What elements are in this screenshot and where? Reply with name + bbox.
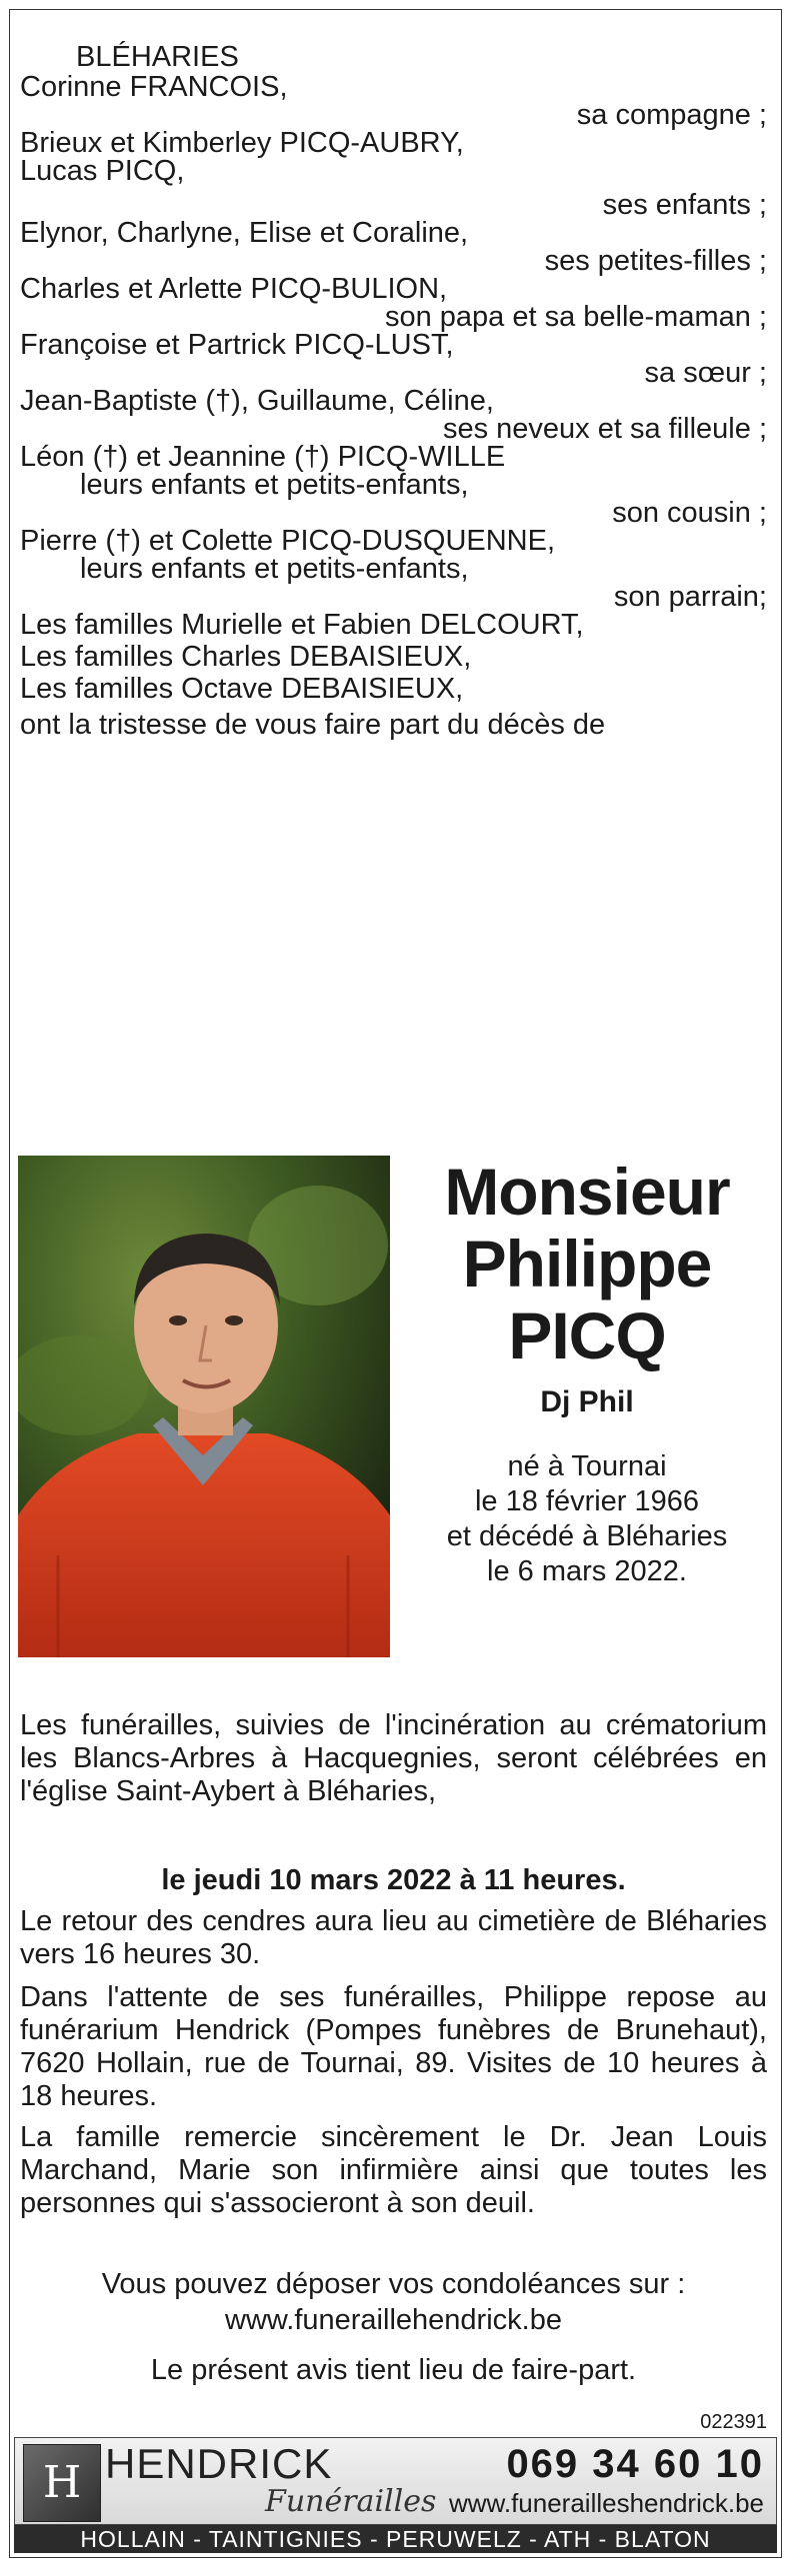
obituary-notice	[9, 9, 782, 2558]
village-header: BLÉHARIES	[76, 41, 239, 73]
notice-line: Le présent avis tient lieu de faire-part.	[150, 2354, 637, 2386]
relation-line: ses enfants ;	[602, 189, 767, 221]
condolences-website[interactable]: www.funeraillehendrick.be	[225, 2304, 562, 2336]
brand-name: HENDRICK	[105, 2440, 333, 2487]
relation-line: ses neveux et sa filleule ;	[442, 413, 767, 445]
deceased-first-name: Philippe	[462, 1227, 712, 1300]
family-line: Lucas PICQ,	[20, 155, 185, 187]
phone-number[interactable]: 069 34 60 10	[506, 2442, 764, 2486]
family-line: leurs enfants et petits-enfants,	[80, 469, 469, 501]
deceased-title: Monsieur	[444, 1155, 730, 1229]
family-line: Les familles Murielle et Fabien DELCOURT,	[20, 609, 584, 641]
deceased-last-name: PICQ	[508, 1298, 666, 1372]
towns-strip: HOLLAIN - TAINTIGNIES - PERUWELZ - ATH - BLATON	[14, 2525, 777, 2553]
relation-line: ses petites-filles ;	[544, 245, 767, 277]
footer-website[interactable]: www.funerailleshendrick.be	[448, 2488, 764, 2518]
family-line: Brieux et Kimberley PICQ-AUBRY,	[20, 127, 464, 159]
family-line: Les familles Charles DEBAISIEUX,	[20, 641, 472, 673]
funeral-datetime: le jeudi 10 mars 2022 à 11 heures.	[161, 1864, 626, 1896]
family-line: Corinne FRANCOIS,	[20, 71, 288, 103]
family-line: Les familles Octave DEBAISIEUX,	[20, 673, 464, 705]
thanks-paragraph: La famille remercie sincèrement le Dr. Jean Louis Marchand, Marie son infirmière ainsi que toutes les personnes qui s'associeront à son deuil.	[20, 2121, 767, 2219]
family-line: Pierre (†) et Colette PICQ-DUSQUENNE,	[20, 525, 556, 557]
death-date: le 6 mars 2022.	[487, 1555, 687, 1587]
birth-date: le 18 février 1966	[474, 1485, 700, 1517]
relation-line: son papa et sa belle-maman ;	[384, 301, 767, 333]
relation-line: son parrain;	[613, 581, 767, 613]
funeral-paragraph: Les funérailles, suivies de l'incinération au crématorium les Blancs-Arbres à Hacquegnies, seront célébrées en l'église Saint-Aybert à Bléharies,	[20, 1709, 767, 1807]
portrait-illustration	[18, 1156, 390, 1657]
deceased-nickname: Dj Phil	[540, 1385, 634, 1418]
family-line: Françoise et Partrick PICQ-LUST,	[20, 329, 454, 361]
birth-place: né à Tournai	[507, 1450, 667, 1482]
hendrick-logo-icon: H	[23, 2444, 101, 2522]
relation-line: sa sœur ;	[644, 357, 767, 389]
footer-banner	[14, 2437, 777, 2525]
family-line: Jean-Baptiste (†), Guillaume, Céline,	[20, 385, 494, 417]
family-line: Charles et Arlette PICQ-BULION,	[20, 273, 448, 305]
deceased-block	[402, 1156, 772, 1589]
portrait-photo	[18, 1156, 390, 1657]
family-line: Elynor, Charlyne, Elise et Coraline,	[20, 217, 469, 249]
visitation-paragraph: Dans l'attente de ses funérailles, Philippe repose au funérarium Hendrick (Pompes funèbres de Brunehaut), 7620 Hollain, rue de Tournai, 89. Visites de 10 heures à 18 heures.	[20, 1981, 767, 2112]
death-place: et décédé à Bléharies	[446, 1520, 728, 1552]
relation-line: son cousin ;	[612, 497, 767, 529]
condolences-line: Vous pouvez déposer vos condoléances sur :	[101, 2268, 686, 2300]
funeral-home-footer	[14, 2437, 777, 2553]
reference-number: 022391	[700, 2411, 767, 2433]
announcement-line: ont la tristesse de vous faire part du décès de	[20, 709, 606, 741]
family-line: leurs enfants et petits-enfants,	[80, 553, 469, 585]
brand-subtitle: Funérailles	[265, 2484, 437, 2519]
family-line: Léon (†) et Jeannine (†) PICQ-WILLE	[20, 441, 506, 473]
relation-line: sa compagne ;	[576, 99, 767, 131]
ashes-paragraph: Le retour des cendres aura lieu au cimetière de Bléharies vers 16 heures 30.	[20, 1905, 767, 1970]
